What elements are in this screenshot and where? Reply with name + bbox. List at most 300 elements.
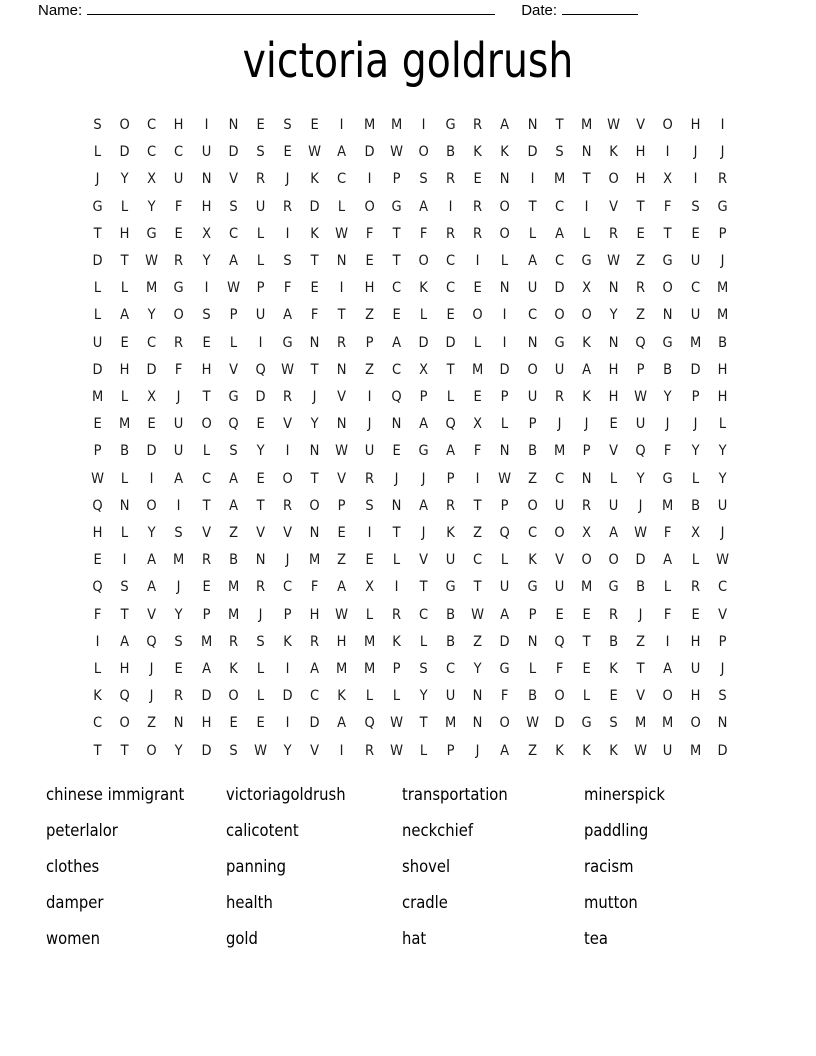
grid-letter[interactable]: Y: [473, 661, 482, 678]
grid-letter[interactable]: T: [392, 525, 401, 542]
grid-letter[interactable]: P: [718, 225, 727, 242]
grid-letter[interactable]: Q: [92, 579, 103, 596]
grid-letter[interactable]: M: [689, 334, 701, 351]
grid-letter[interactable]: T: [392, 253, 401, 270]
grid-letter[interactable]: R: [609, 225, 619, 242]
grid-letter[interactable]: L: [501, 253, 509, 270]
grid-letter[interactable]: T: [120, 742, 129, 759]
grid-letter[interactable]: Z: [228, 525, 238, 542]
grid-letter[interactable]: T: [636, 198, 645, 215]
grid-letter[interactable]: H: [635, 144, 646, 161]
grid-letter[interactable]: M: [472, 361, 484, 378]
grid-letter[interactable]: H: [717, 361, 728, 378]
grid-letter[interactable]: Y: [147, 525, 156, 542]
grid-letter[interactable]: N: [527, 334, 538, 351]
grid-letter[interactable]: M: [635, 715, 647, 732]
grid-letter[interactable]: T: [419, 579, 428, 596]
grid-letter[interactable]: F: [664, 198, 672, 215]
grid-letter[interactable]: E: [609, 688, 618, 705]
grid-letter[interactable]: D: [445, 334, 456, 351]
grid-letter[interactable]: N: [527, 117, 538, 133]
grid-letter[interactable]: C: [147, 117, 157, 133]
grid-letter[interactable]: M: [309, 552, 321, 569]
word-list-item[interactable]: women: [46, 928, 101, 949]
grid-letter[interactable]: G: [717, 198, 728, 215]
grid-letter[interactable]: O: [662, 688, 674, 705]
grid-letter[interactable]: S: [609, 715, 618, 732]
grid-letter[interactable]: P: [392, 171, 401, 188]
grid-letter[interactable]: T: [473, 497, 482, 514]
grid-letter[interactable]: B: [120, 443, 130, 460]
grid-letter[interactable]: I: [530, 171, 535, 188]
grid-letter[interactable]: H: [201, 198, 212, 215]
grid-letter[interactable]: J: [720, 661, 725, 678]
grid-letter[interactable]: L: [501, 416, 509, 433]
grid-letter[interactable]: Q: [445, 416, 456, 433]
grid-letter[interactable]: G: [445, 579, 456, 596]
grid-letter[interactable]: U: [174, 171, 184, 188]
grid-letter[interactable]: L: [582, 688, 591, 705]
grid-letter[interactable]: R: [228, 633, 238, 650]
grid-letter[interactable]: H: [309, 606, 320, 623]
grid-letter[interactable]: A: [337, 715, 347, 732]
grid-letter[interactable]: W: [607, 253, 621, 270]
grid-letter[interactable]: M: [445, 715, 457, 732]
grid-letter[interactable]: C: [473, 552, 483, 569]
grid-letter[interactable]: K: [337, 688, 347, 705]
grid-letter[interactable]: N: [581, 144, 592, 161]
grid-letter[interactable]: O: [690, 715, 701, 732]
grid-letter[interactable]: L: [121, 470, 129, 487]
grid-letter[interactable]: T: [93, 742, 102, 759]
grid-letter[interactable]: H: [635, 171, 646, 188]
grid-letter[interactable]: B: [717, 334, 727, 351]
grid-letter[interactable]: H: [174, 117, 184, 133]
grid-letter[interactable]: X: [201, 225, 211, 242]
grid-letter[interactable]: B: [663, 361, 673, 378]
grid-letter[interactable]: J: [177, 389, 181, 406]
grid-letter[interactable]: O: [608, 552, 619, 569]
grid-letter[interactable]: L: [93, 307, 102, 324]
grid-letter[interactable]: I: [285, 225, 290, 242]
grid-letter[interactable]: I: [394, 579, 399, 596]
grid-letter[interactable]: R: [174, 688, 184, 705]
grid-letter[interactable]: Y: [718, 443, 727, 460]
grid-letter[interactable]: T: [310, 361, 319, 378]
grid-letter[interactable]: U: [445, 552, 456, 569]
grid-letter[interactable]: I: [122, 552, 127, 569]
grid-letter[interactable]: Z: [527, 470, 537, 487]
grid-letter[interactable]: J: [693, 144, 698, 161]
grid-letter[interactable]: F: [555, 661, 564, 678]
grid-letter[interactable]: F: [311, 579, 319, 596]
grid-letter[interactable]: N: [500, 171, 510, 188]
grid-letter[interactable]: F: [365, 225, 373, 242]
grid-letter[interactable]: J: [584, 416, 589, 433]
grid-letter[interactable]: G: [663, 334, 674, 351]
grid-letter[interactable]: N: [337, 253, 347, 270]
grid-letter[interactable]: X: [473, 416, 483, 433]
grid-letter[interactable]: M: [363, 661, 375, 678]
word-list-item[interactable]: clothes: [46, 856, 100, 877]
grid-letter[interactable]: I: [340, 280, 344, 297]
grid-letter[interactable]: P: [229, 307, 238, 324]
grid-letter[interactable]: D: [554, 715, 565, 732]
grid-letter[interactable]: O: [662, 117, 674, 133]
grid-letter[interactable]: R: [201, 552, 211, 569]
grid-letter[interactable]: L: [501, 552, 509, 569]
grid-letter[interactable]: O: [554, 688, 565, 705]
grid-letter[interactable]: J: [177, 579, 181, 596]
grid-letter[interactable]: E: [174, 225, 184, 242]
grid-letter[interactable]: V: [256, 525, 266, 542]
grid-letter[interactable]: R: [256, 171, 266, 188]
grid-letter[interactable]: W: [607, 117, 621, 133]
grid-letter[interactable]: K: [582, 389, 591, 406]
grid-letter[interactable]: K: [582, 334, 591, 351]
grid-letter[interactable]: I: [584, 198, 589, 215]
grid-letter[interactable]: D: [635, 552, 646, 569]
grid-letter[interactable]: Y: [202, 253, 211, 270]
grid-letter[interactable]: S: [174, 633, 184, 650]
word-list-item[interactable]: chinese immigrant: [46, 785, 185, 805]
grid-letter[interactable]: L: [447, 389, 455, 406]
grid-letter[interactable]: L: [121, 525, 129, 542]
grid-letter[interactable]: I: [95, 633, 100, 650]
grid-letter[interactable]: R: [636, 280, 646, 297]
grid-letter[interactable]: N: [391, 416, 402, 433]
grid-letter[interactable]: L: [256, 253, 265, 270]
grid-letter[interactable]: T: [120, 606, 129, 623]
grid-letter[interactable]: L: [256, 225, 265, 242]
grid-letter[interactable]: C: [554, 470, 564, 487]
grid-letter[interactable]: A: [419, 416, 429, 433]
grid-letter[interactable]: L: [419, 742, 428, 759]
grid-letter[interactable]: E: [691, 606, 700, 623]
grid-letter[interactable]: D: [418, 334, 429, 351]
grid-letter[interactable]: S: [283, 117, 292, 133]
grid-letter[interactable]: Q: [635, 334, 647, 351]
grid-letter[interactable]: V: [228, 361, 238, 378]
grid-letter[interactable]: A: [228, 497, 238, 514]
grid-letter[interactable]: V: [337, 470, 347, 487]
grid-letter[interactable]: Y: [718, 470, 727, 487]
grid-letter[interactable]: D: [228, 144, 239, 161]
grid-letter[interactable]: W: [471, 606, 485, 623]
grid-letter[interactable]: E: [555, 606, 564, 623]
grid-letter[interactable]: L: [121, 198, 129, 215]
grid-letter[interactable]: Q: [364, 715, 375, 732]
grid-letter[interactable]: W: [389, 144, 403, 161]
grid-letter[interactable]: C: [446, 661, 456, 678]
grid-letter[interactable]: A: [283, 307, 293, 324]
grid-letter[interactable]: H: [119, 225, 130, 242]
grid-letter[interactable]: C: [527, 307, 537, 324]
grid-letter[interactable]: R: [473, 198, 483, 215]
grid-letter[interactable]: E: [473, 171, 483, 188]
grid-letter[interactable]: E: [609, 416, 618, 433]
grid-letter[interactable]: Q: [554, 633, 565, 650]
grid-letter[interactable]: I: [340, 117, 344, 133]
grid-letter[interactable]: S: [229, 742, 238, 759]
grid-letter[interactable]: O: [146, 742, 158, 759]
grid-letter[interactable]: Z: [337, 552, 347, 569]
grid-letter[interactable]: A: [337, 144, 347, 161]
grid-letter[interactable]: A: [147, 579, 157, 596]
grid-letter[interactable]: E: [93, 416, 102, 433]
grid-letter[interactable]: P: [636, 361, 645, 378]
grid-letter[interactable]: J: [638, 497, 643, 514]
grid-letter[interactable]: M: [553, 171, 566, 188]
grid-letter[interactable]: T: [528, 198, 537, 215]
grid-letter[interactable]: X: [582, 280, 592, 297]
grid-letter[interactable]: B: [636, 579, 646, 596]
grid-letter[interactable]: R: [446, 497, 456, 514]
grid-letter[interactable]: S: [419, 171, 428, 188]
grid-letter[interactable]: O: [282, 470, 293, 487]
word-list-item[interactable]: cradle: [402, 892, 448, 913]
grid-letter[interactable]: Y: [664, 389, 673, 406]
grid-letter[interactable]: T: [664, 225, 673, 242]
grid-letter[interactable]: N: [500, 280, 510, 297]
grid-letter[interactable]: S: [256, 633, 265, 650]
grid-letter[interactable]: E: [256, 416, 265, 433]
grid-letter[interactable]: F: [311, 307, 319, 324]
grid-letter[interactable]: W: [91, 470, 105, 487]
grid-letter[interactable]: M: [689, 742, 701, 759]
grid-letter[interactable]: U: [554, 497, 565, 514]
grid-letter[interactable]: G: [174, 280, 185, 297]
grid-letter[interactable]: F: [664, 606, 672, 623]
grid-letter[interactable]: O: [554, 307, 565, 324]
word-list-item[interactable]: gold: [226, 928, 258, 949]
grid-letter[interactable]: U: [92, 334, 103, 351]
grid-letter[interactable]: E: [446, 307, 455, 324]
grid-letter[interactable]: M: [173, 552, 185, 569]
grid-letter[interactable]: N: [310, 334, 320, 351]
grid-letter[interactable]: H: [364, 280, 375, 297]
grid-letter[interactable]: A: [554, 225, 564, 242]
grid-letter[interactable]: S: [691, 198, 700, 215]
grid-letter[interactable]: C: [391, 361, 401, 378]
grid-letter[interactable]: S: [365, 497, 374, 514]
grid-letter[interactable]: U: [255, 198, 266, 215]
grid-letter[interactable]: Y: [283, 742, 292, 759]
grid-letter[interactable]: A: [228, 470, 238, 487]
grid-letter[interactable]: L: [229, 334, 238, 351]
word-list-item[interactable]: neckchief: [402, 820, 474, 841]
grid-letter[interactable]: I: [285, 661, 290, 678]
grid-letter[interactable]: O: [554, 525, 565, 542]
grid-letter[interactable]: X: [147, 389, 157, 406]
grid-letter[interactable]: Q: [228, 416, 239, 433]
grid-letter[interactable]: U: [201, 144, 212, 161]
grid-letter[interactable]: M: [390, 117, 403, 133]
grid-letter[interactable]: T: [202, 389, 211, 406]
grid-letter[interactable]: C: [717, 579, 727, 596]
grid-letter[interactable]: G: [663, 470, 674, 487]
grid-letter[interactable]: Q: [92, 497, 103, 514]
grid-letter[interactable]: E: [93, 552, 102, 569]
grid-letter[interactable]: D: [554, 280, 565, 297]
grid-letter[interactable]: M: [662, 497, 674, 514]
grid-letter[interactable]: H: [717, 389, 728, 406]
word-list-item[interactable]: peterlalor: [46, 820, 118, 841]
grid-letter[interactable]: O: [527, 497, 538, 514]
grid-letter[interactable]: P: [338, 497, 347, 514]
grid-letter[interactable]: J: [149, 688, 154, 705]
grid-letter[interactable]: L: [392, 552, 401, 569]
grid-letter[interactable]: O: [499, 225, 511, 242]
grid-letter[interactable]: E: [256, 470, 265, 487]
word-list-item[interactable]: damper: [46, 892, 104, 913]
grid-letter[interactable]: M: [363, 633, 375, 650]
grid-letter[interactable]: K: [93, 688, 102, 705]
grid-letter[interactable]: R: [256, 579, 266, 596]
grid-letter[interactable]: L: [256, 661, 265, 678]
grid-letter[interactable]: V: [337, 389, 347, 406]
grid-letter[interactable]: J: [666, 416, 670, 433]
grid-letter[interactable]: C: [554, 253, 564, 270]
grid-letter[interactable]: E: [147, 416, 157, 433]
grid-letter[interactable]: S: [555, 144, 564, 161]
grid-letter[interactable]: W: [525, 715, 539, 732]
word-list-item[interactable]: hat: [402, 928, 427, 949]
grid-letter[interactable]: I: [503, 307, 507, 324]
grid-letter[interactable]: Z: [636, 253, 646, 270]
grid-letter[interactable]: A: [500, 117, 510, 133]
grid-letter[interactable]: L: [691, 552, 699, 569]
grid-letter[interactable]: K: [283, 633, 293, 650]
grid-letter[interactable]: V: [609, 443, 619, 460]
grid-letter[interactable]: E: [691, 225, 700, 242]
grid-letter[interactable]: T: [202, 497, 211, 514]
grid-letter[interactable]: Y: [256, 443, 265, 460]
grid-letter[interactable]: C: [228, 225, 238, 242]
grid-letter[interactable]: T: [473, 579, 482, 596]
grid-letter[interactable]: N: [119, 497, 130, 514]
grid-letter[interactable]: A: [201, 661, 211, 678]
grid-letter[interactable]: R: [174, 253, 184, 270]
grid-letter[interactable]: A: [663, 552, 673, 569]
grid-letter[interactable]: D: [309, 198, 320, 215]
grid-letter[interactable]: Z: [636, 633, 646, 650]
grid-letter[interactable]: W: [226, 280, 240, 297]
grid-letter[interactable]: Z: [364, 361, 374, 378]
grid-letter[interactable]: R: [283, 389, 293, 406]
grid-letter[interactable]: A: [337, 579, 347, 596]
grid-letter[interactable]: O: [418, 253, 429, 270]
grid-letter[interactable]: S: [120, 579, 129, 596]
grid-letter[interactable]: H: [690, 688, 701, 705]
grid-letter[interactable]: A: [500, 606, 510, 623]
grid-letter[interactable]: J: [312, 389, 317, 406]
grid-letter[interactable]: O: [146, 497, 158, 514]
grid-letter[interactable]: Y: [691, 443, 700, 460]
grid-letter[interactable]: L: [365, 606, 373, 623]
grid-letter[interactable]: E: [473, 389, 483, 406]
grid-letter[interactable]: N: [581, 470, 592, 487]
grid-letter[interactable]: Y: [147, 198, 156, 215]
grid-letter[interactable]: M: [336, 661, 348, 678]
grid-letter[interactable]: J: [421, 470, 426, 487]
grid-letter[interactable]: W: [281, 361, 295, 378]
grid-letter[interactable]: U: [527, 389, 538, 406]
grid-letter[interactable]: P: [392, 661, 401, 678]
grid-letter[interactable]: H: [119, 661, 130, 678]
grid-letter[interactable]: A: [419, 198, 429, 215]
grid-letter[interactable]: Q: [391, 389, 402, 406]
grid-letter[interactable]: T: [93, 225, 102, 242]
grid-letter[interactable]: R: [446, 225, 456, 242]
grid-letter[interactable]: M: [580, 579, 593, 596]
grid-letter[interactable]: K: [446, 525, 456, 542]
grid-letter[interactable]: C: [446, 280, 456, 297]
word-list-item[interactable]: victoriagoldrush: [226, 785, 346, 805]
grid-letter[interactable]: M: [580, 117, 593, 133]
grid-letter[interactable]: P: [419, 389, 428, 406]
grid-letter[interactable]: M: [662, 715, 674, 732]
grid-letter[interactable]: L: [610, 470, 618, 487]
grid-letter[interactable]: D: [92, 361, 103, 378]
grid-letter[interactable]: O: [499, 715, 511, 732]
grid-letter[interactable]: F: [664, 525, 672, 542]
grid-letter[interactable]: T: [392, 225, 401, 242]
grid-letter[interactable]: G: [418, 443, 429, 460]
grid-letter[interactable]: L: [121, 389, 129, 406]
grid-letter[interactable]: U: [500, 579, 510, 596]
grid-letter[interactable]: W: [308, 144, 322, 161]
grid-letter[interactable]: B: [446, 606, 456, 623]
grid-letter[interactable]: L: [93, 144, 102, 161]
date-blank-line[interactable]: [562, 3, 638, 15]
grid-letter[interactable]: N: [337, 416, 347, 433]
grid-letter[interactable]: F: [474, 443, 482, 460]
grid-letter[interactable]: A: [419, 497, 429, 514]
grid-letter[interactable]: V: [283, 525, 293, 542]
grid-letter[interactable]: V: [419, 552, 429, 569]
grid-letter[interactable]: J: [475, 742, 480, 759]
grid-letter[interactable]: A: [174, 470, 184, 487]
grid-letter[interactable]: U: [445, 688, 456, 705]
grid-letter[interactable]: V: [228, 171, 238, 188]
grid-letter[interactable]: W: [715, 552, 729, 569]
grid-letter[interactable]: O: [119, 117, 130, 133]
word-list-item[interactable]: shovel: [402, 856, 451, 877]
grid-letter[interactable]: L: [664, 579, 672, 596]
grid-letter[interactable]: F: [501, 688, 509, 705]
grid-letter[interactable]: C: [690, 280, 700, 297]
grid-letter[interactable]: E: [582, 606, 591, 623]
grid-letter[interactable]: I: [720, 117, 725, 133]
grid-letter[interactable]: E: [256, 117, 265, 133]
grid-letter[interactable]: P: [283, 606, 292, 623]
grid-letter[interactable]: O: [418, 144, 429, 161]
grid-letter[interactable]: I: [693, 171, 698, 188]
grid-letter[interactable]: K: [473, 144, 483, 161]
grid-letter[interactable]: D: [146, 361, 157, 378]
grid-letter[interactable]: V: [636, 117, 646, 133]
grid-letter[interactable]: W: [389, 742, 403, 759]
grid-letter[interactable]: P: [93, 443, 102, 460]
grid-letter[interactable]: P: [202, 606, 211, 623]
grid-letter[interactable]: O: [608, 171, 619, 188]
grid-letter[interactable]: U: [527, 280, 538, 297]
grid-letter[interactable]: S: [283, 253, 292, 270]
grid-letter[interactable]: T: [120, 253, 129, 270]
grid-letter[interactable]: Y: [609, 307, 618, 324]
grid-letter[interactable]: J: [367, 416, 372, 433]
